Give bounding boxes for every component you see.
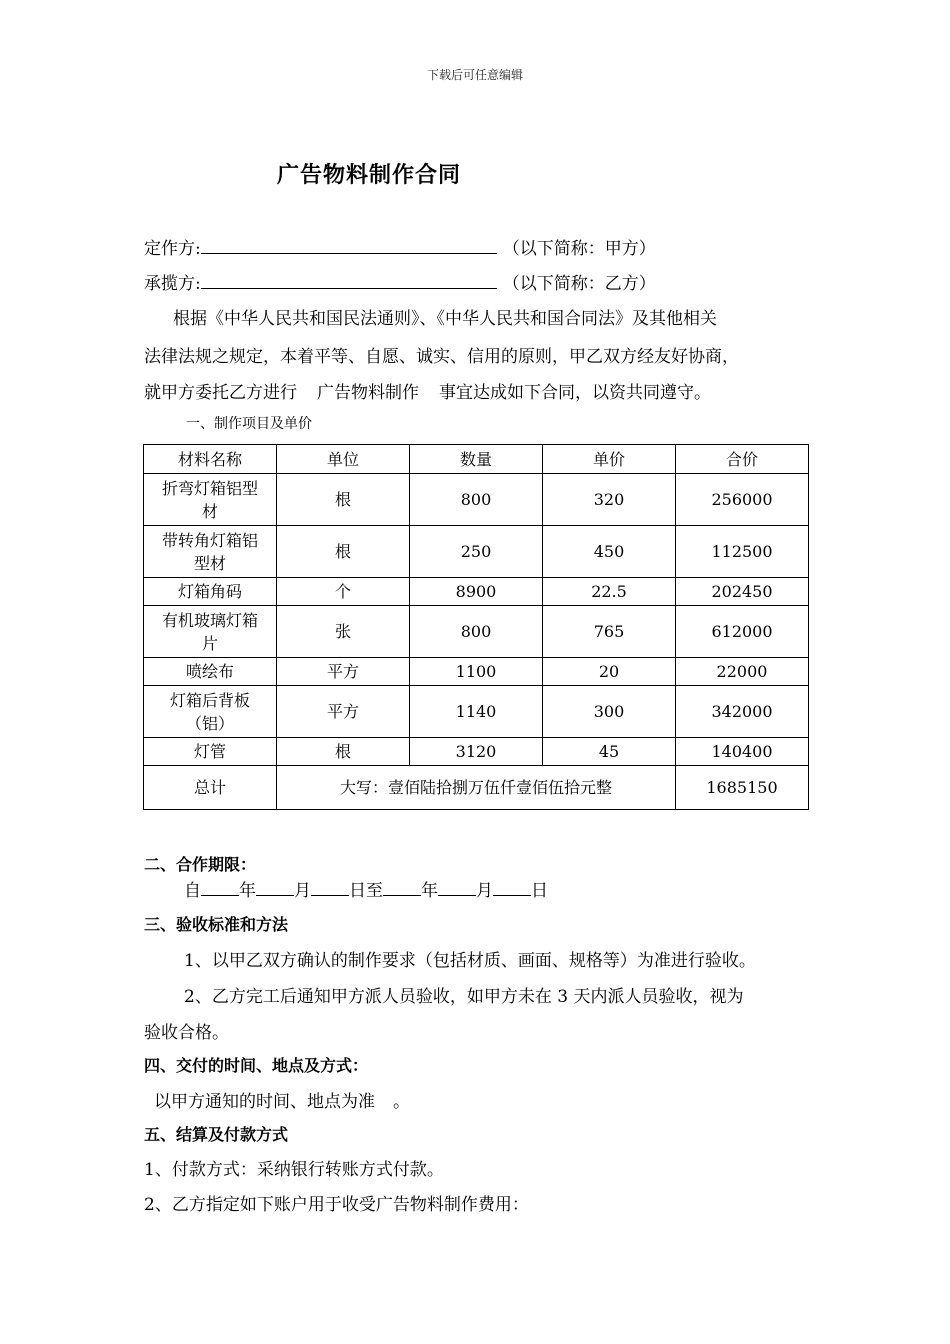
cell-price: 22.5	[543, 578, 676, 606]
cell-qty: 1140	[410, 686, 543, 738]
cell-total: 112500	[676, 526, 809, 578]
cell-price: 20	[543, 658, 676, 686]
cell-qty: 800	[410, 474, 543, 526]
party-b-blank[interactable]	[201, 272, 497, 289]
intro-line-2: 法律法规之规定，本着平等、自愿、诚实、信用的原则，甲乙双方经友好协商，	[144, 347, 739, 367]
party-a-line	[144, 234, 656, 259]
period-year1: 年	[239, 881, 256, 901]
cell-name: 折弯灯箱铝型 材	[144, 474, 277, 526]
party-b-line	[144, 269, 656, 294]
end-year-blank[interactable]	[383, 880, 421, 896]
cell-unit: 根	[277, 738, 410, 766]
cell-price: 300	[543, 686, 676, 738]
total-label: 总计	[144, 766, 277, 810]
cell-unit: 平方	[277, 658, 410, 686]
party-a-label: 定作方:	[144, 239, 201, 259]
party-b-suffix: （以下简称：乙方）	[502, 274, 656, 294]
table-row	[144, 606, 809, 658]
header-price: 单价	[543, 445, 676, 474]
intro-line-1: 根据《中华人民共和国民法通则》、《中华人民共和国合同法》及其他相关	[173, 309, 717, 329]
end-month-blank[interactable]	[438, 880, 476, 896]
cell-name: 有机玻璃灯箱 片	[144, 606, 277, 658]
section3-title: 三、验收标准和方法	[144, 915, 289, 934]
cell-total: 140400	[676, 738, 809, 766]
cell-unit: 个	[277, 578, 410, 606]
period-day-to: 日至	[349, 881, 383, 901]
section4-text-a: 以甲方通知的时间、地点为准	[154, 1092, 375, 1112]
document-title: 广告物料制作合同	[277, 163, 462, 188]
cell-unit: 根	[277, 526, 410, 578]
table-row	[144, 578, 809, 606]
cell-unit: 平方	[277, 686, 410, 738]
header-qty: 数量	[410, 445, 543, 474]
cell-unit: 张	[277, 606, 410, 658]
intro-line-3	[144, 378, 711, 403]
section5-item2: 2、乙方指定如下账户用于收受广告物料制作费用：	[144, 1195, 529, 1215]
cell-qty: 800	[410, 606, 543, 658]
section3-item2-line1: 2、乙方完工后通知甲方派人员验收，如甲方未在 3 天内派人员验收，视为	[184, 987, 744, 1007]
cell-total: 256000	[676, 474, 809, 526]
period-from: 自	[184, 881, 201, 901]
section4-title: 四、交付的时间、地点及方式：	[144, 1056, 369, 1075]
header-unit: 单位	[277, 445, 410, 474]
intro-line-3b: 广告物料制作	[317, 383, 419, 403]
period-line	[184, 876, 548, 901]
intro-line-3a: 就甲方委托乙方进行	[144, 383, 297, 403]
header-name: 材料名称	[144, 445, 277, 474]
table-row	[144, 738, 809, 766]
cell-name: 灯箱后背板 （铝）	[144, 686, 277, 738]
cell-qty: 3120	[410, 738, 543, 766]
cell-name: 灯管	[144, 738, 277, 766]
cell-price: 45	[543, 738, 676, 766]
cell-price: 765	[543, 606, 676, 658]
intro-line-3c: 事宜达成如下合同，以资共同遵守。	[439, 383, 711, 403]
cell-qty: 8900	[410, 578, 543, 606]
table-total-row	[144, 766, 809, 810]
total-words: 大写：壹佰陆拾捌万伍仟壹佰伍拾元整	[277, 766, 676, 810]
start-year-blank[interactable]	[201, 880, 239, 896]
table-row	[144, 658, 809, 686]
period-month2: 月	[476, 881, 493, 901]
total-value: 1685150	[676, 766, 809, 810]
cell-name: 带转角灯箱铝 型材	[144, 526, 277, 578]
table-header-row	[144, 445, 809, 474]
section3-item1: 1、以甲乙双方确认的制作要求（包括材质、画面、规格等）为准进行验收。	[184, 951, 756, 971]
table-row	[144, 686, 809, 738]
cell-total: 612000	[676, 606, 809, 658]
section4-text-b: 。	[393, 1092, 410, 1112]
header-total: 合价	[676, 445, 809, 474]
items-table	[143, 444, 809, 810]
cell-total: 202450	[676, 578, 809, 606]
section2-title: 二、合作期限：	[144, 855, 257, 874]
cell-total: 22000	[676, 658, 809, 686]
cell-price: 450	[543, 526, 676, 578]
header-note: 下载后可任意编辑	[426, 68, 523, 82]
section3-item2-line2: 验收合格。	[144, 1023, 229, 1043]
party-a-blank[interactable]	[201, 237, 497, 254]
cell-unit: 根	[277, 474, 410, 526]
party-a-suffix: （以下简称：甲方）	[502, 239, 656, 259]
end-day-blank[interactable]	[493, 880, 531, 896]
period-year2: 年	[421, 881, 438, 901]
cell-total: 342000	[676, 686, 809, 738]
start-day-blank[interactable]	[311, 880, 349, 896]
cell-qty: 1100	[410, 658, 543, 686]
period-day2: 日	[531, 881, 548, 901]
cell-name: 灯箱角码	[144, 578, 277, 606]
table-row	[144, 474, 809, 526]
table-row	[144, 526, 809, 578]
section4-text	[154, 1087, 410, 1112]
section5-item1: 1、付款方式：采纳银行转账方式付款。	[144, 1160, 444, 1180]
cell-price: 320	[543, 474, 676, 526]
party-b-label: 承揽方:	[144, 274, 201, 294]
period-month1: 月	[294, 881, 311, 901]
cell-name: 喷绘布	[144, 658, 277, 686]
section5-title: 五、结算及付款方式	[144, 1125, 289, 1144]
section1-title: 一、制作项目及单价	[186, 416, 312, 432]
start-month-blank[interactable]	[256, 880, 294, 896]
cell-qty: 250	[410, 526, 543, 578]
